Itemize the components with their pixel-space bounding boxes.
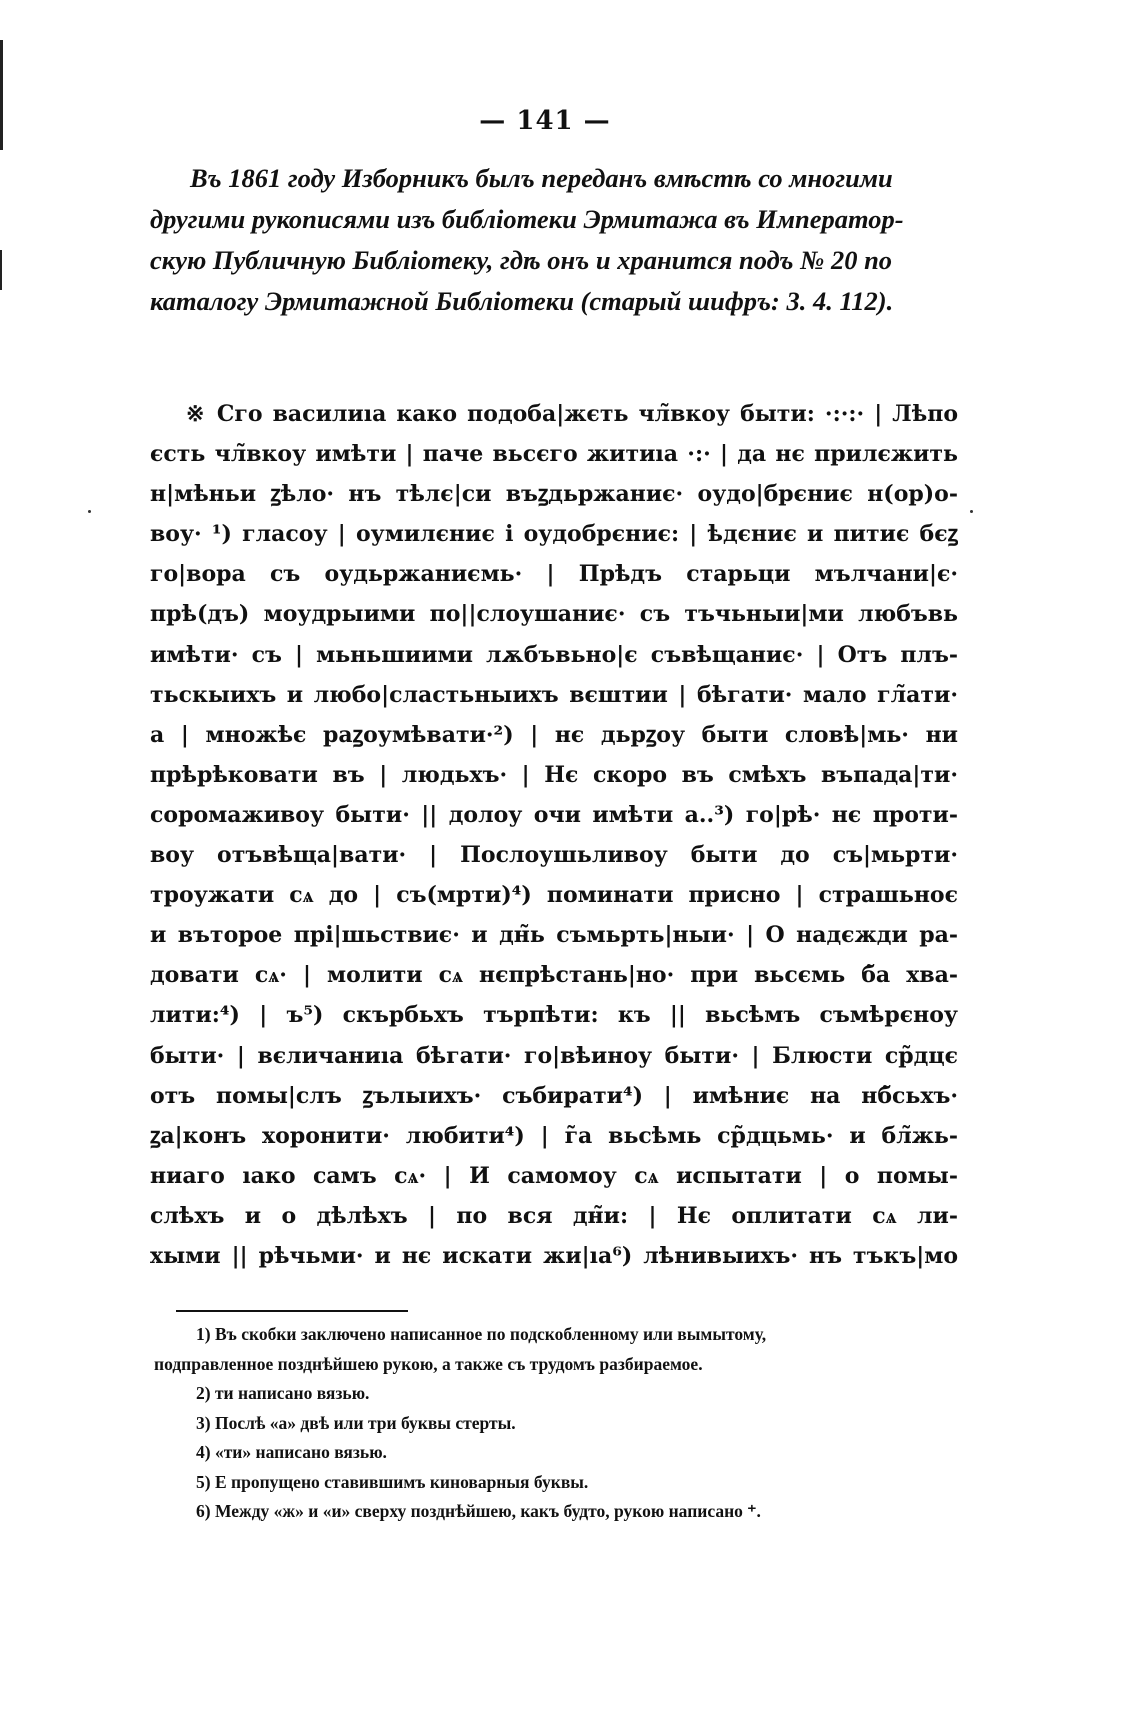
left-margin-mark-lower xyxy=(0,250,2,290)
slavonic-line: прѣрѣковати въ | людьхъ· | Нє скоро въ смѣхъ въпада|ти· xyxy=(150,761,958,788)
slavonic-line: имѣти· съ | мьньшиими лѫбъвьно|є съвѣщаниє· | Отъ плъ- xyxy=(150,641,958,668)
speck xyxy=(88,510,91,513)
slavonic-line: соромаживоу быти· || долоу очи имѣти а..³) го|рѣ· нє проти- xyxy=(150,801,958,828)
intro-line: Въ 1861 году Изборникъ былъ переданъ вмѣстѣ со многими xyxy=(190,163,893,193)
footnote: 5) Е пропущено ставившимъ киноварныя буквы. xyxy=(196,1471,589,1492)
slavonic-line: воу отъвѣща|вати· | Послоушьливоу быти до съ|мьрти· xyxy=(150,842,958,869)
slavonic-line: и въторое прі|шьствиє· и дн̃ь съмьрть|ныи· | О надєжди ра- xyxy=(150,922,958,949)
slavonic-line: ꙁа|конъ хоронити· любити⁴) | г̃а вьсѣмь ср̃дцьмь· и бл̃жь- xyxy=(150,1122,958,1149)
footnote: 2) ти написано вязью. xyxy=(196,1383,370,1403)
intro-line: другими рукописями изъ библіотеки Эрмитажа въ Император- xyxy=(150,204,904,234)
intro-line: скую Публичную Библіотеку, гдѣ онъ и хранится подъ № 20 по xyxy=(150,245,893,275)
slavonic-line: хыми || рѣчьми· и нє искати жи|ıа⁶) лѣнивыихъ· нъ тъкъ|мо xyxy=(150,1242,958,1269)
footnote: 4) «ти» написано вязью. xyxy=(196,1442,387,1462)
slavonic-line: ниаго ıако самъ сѧ· | И самомоу сѧ испытати | о помы- xyxy=(150,1162,958,1189)
slavonic-line: го|вора съ оудьржаниємь· | Прѣдъ старьци мълчани|є· xyxy=(150,561,958,588)
speck xyxy=(970,510,973,513)
footnote-divider xyxy=(176,1310,408,1312)
slavonic-line: єсть чл̃вкоу имѣти | паче вьсєго житиıа ·:· | да нє прилєжить xyxy=(150,441,958,468)
footnote: 1) Въ скобки заключено написанное по подскобленному или вымытому, xyxy=(196,1324,767,1344)
slavonic-line: довати сѧ· | молити сѧ нєпрѣстань|но· при вьсємь б̃а хва- xyxy=(150,962,958,989)
slavonic-line: н|мѣньи ꙁѣло· нъ тѣлє|си въꙁдьржаниє· оудо|брєниє н(ор)о- xyxy=(150,481,958,508)
slavonic-line: воу· ¹) гласоу | оумилєниє і оудобрєниє: | ѣдєниє и питиє бєꙁ xyxy=(150,521,958,548)
footnote-continuation: подправленное позднѣйшею рукою, а также съ трудомъ разбираемое. xyxy=(154,1353,703,1374)
slavonic-line: тьскыихъ и любо|сластьныихъ вєштии | бѣгати· мало гл̃ати· xyxy=(150,681,958,708)
page-number: — 141 — xyxy=(479,106,611,136)
slavonic-line: быти· | вєличаниıа бѣгати· го|вѣиноу быти· | Блюсти ср̃дцє xyxy=(150,1042,958,1069)
footnote: 6) Между «ж» и «и» сверху позднѣйшею, какъ будто, рукою написано ⁺. xyxy=(196,1501,761,1521)
intro-paragraph xyxy=(150,158,950,322)
slavonic-line: ※ Сго василиıа како подоба|жєть чл̃вкоу быти: ·:·:· | Лѣпо xyxy=(186,401,958,427)
footnotes xyxy=(154,1320,958,1527)
footnote: 3) Послѣ «а» двѣ или три буквы стерты. xyxy=(196,1412,516,1433)
church-slavonic-text xyxy=(150,394,958,1276)
slavonic-line: троужати сѧ до | съ(мрти)⁴) поминати присно | страшьноє xyxy=(150,882,958,909)
slavonic-line: прѣ(дъ) моудрыими по||слоушаниє· съ тъчьныи|ми любъвь xyxy=(150,601,958,628)
slavonic-line: слѣхъ и о дѣлѣхъ | по вся дн̃и: | Нє оплитати сѧ ли- xyxy=(150,1202,958,1229)
slavonic-line: отъ помы|слъ ꙁълыихъ· събирати⁴) | имѣниє на нб̃сьхъ· xyxy=(150,1082,958,1109)
intro-line: каталогу Эрмитажной Библіотеки (старый шифръ: 3. 4. 112). xyxy=(150,286,894,316)
slavonic-line: лити:⁴) | ъ⁵) скърбьхъ търпѣти: къ || вьсѣмъ съмѣрєноу xyxy=(150,1002,958,1029)
slavonic-line: а | множѣє раꙁоумѣвати·²) | нє дьрꙁоу быти словѣ|мь· ни xyxy=(150,721,958,748)
